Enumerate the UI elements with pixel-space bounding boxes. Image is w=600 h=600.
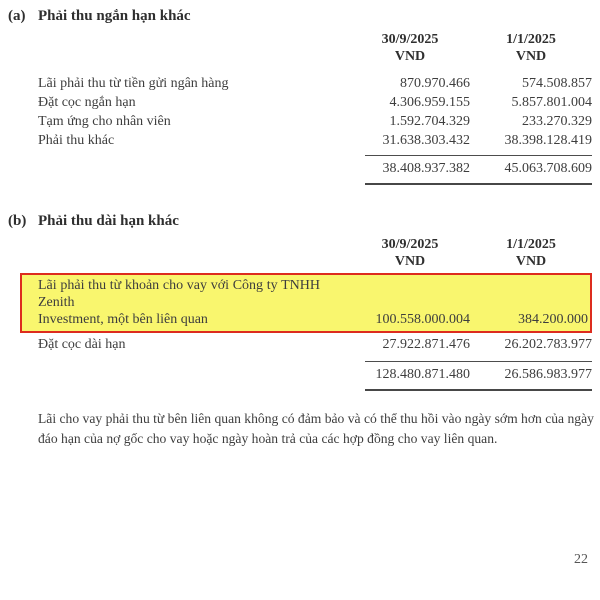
- row-value-col2: 574.508.857: [522, 76, 592, 91]
- footnote-line1: Lãi cho vay phải thu từ bên liên quan không có đảm bảo và có thể thu hồi vào ngày sớm hơn của ngày: [38, 411, 594, 426]
- row-label: Lãi phải thu từ tiền gửi ngân hàng: [38, 76, 229, 91]
- row-value-col1: 870.970.466: [400, 76, 470, 91]
- row-value-col1: 1.592.704.329: [389, 114, 470, 129]
- total-rule-bottom: [365, 389, 592, 391]
- footnote-line2: đáo hạn của nợ gốc cho vay hoặc ngày hoàn trả của các hợp đồng cho vay liên quan.: [38, 430, 498, 446]
- footnote: [0, 409, 600, 448]
- highlighted-row-label-line2: Investment, một bên liên quan: [38, 312, 208, 327]
- section-b-rows: [0, 335, 600, 354]
- column-date: 30/9/2025: [381, 237, 439, 252]
- column-date: 30/9/2025: [381, 32, 439, 47]
- column-header-current: [350, 31, 470, 65]
- row-value-col2: 233.270.329: [522, 114, 592, 129]
- highlighted-row: [20, 273, 592, 333]
- row-value-col2: 26.202.783.977: [504, 337, 592, 352]
- section-a: [0, 8, 600, 185]
- column-unit: VND: [515, 49, 547, 64]
- section-b: [0, 213, 600, 391]
- column-unit: VND: [394, 49, 426, 64]
- section-a-total-row: [0, 156, 600, 183]
- row-value-col2: 38.398.128.419: [504, 133, 592, 148]
- section-b-heading: [0, 213, 600, 230]
- row-value-col1: 31.638.303.432: [382, 133, 470, 148]
- section-a-column-headers: [0, 31, 600, 65]
- column-header-prior: [470, 31, 592, 65]
- section-a-heading: [0, 8, 600, 25]
- table-row: [0, 335, 600, 354]
- section-b-total-row: [0, 362, 600, 389]
- section-a-rows: [0, 74, 600, 150]
- total-value-col2: 45.063.708.609: [504, 161, 592, 176]
- row-value-col2: 5.857.801.004: [511, 95, 592, 110]
- table-row: [0, 131, 600, 150]
- row-label: Phải thu khác: [38, 133, 115, 148]
- total-rule-bottom: [365, 183, 592, 185]
- row-value-col1: 4.306.959.155: [389, 95, 470, 110]
- section-a-title: Phải thu ngắn hạn khác: [38, 8, 191, 24]
- section-b-title: Phải thu dài hạn khác: [38, 213, 179, 229]
- table-row: [0, 93, 600, 112]
- table-row: [0, 74, 600, 93]
- row-label: Đặt cọc ngắn hạn: [38, 95, 136, 110]
- section-b-column-headers: [0, 236, 600, 270]
- highlighted-row-value-col1: 100.558.000.004: [375, 312, 470, 327]
- total-value-col1: 128.480.871.480: [375, 367, 470, 382]
- column-date: 1/1/2025: [506, 237, 556, 252]
- row-value-col1: 27.922.871.476: [382, 337, 470, 352]
- row-label: Tạm ứng cho nhân viên: [38, 114, 171, 129]
- column-date: 1/1/2025: [506, 32, 556, 47]
- highlighted-row-label: [38, 277, 350, 329]
- section-a-label: (a): [8, 8, 26, 24]
- highlighted-row-value-col2: 384.200.000: [518, 312, 588, 327]
- column-header-prior: [470, 236, 592, 270]
- highlighted-row-label-line1: Lãi phải thu từ khoản cho vay với Công ty TNHH Zenith: [38, 278, 320, 310]
- row-label: Đặt cọc dài hạn: [38, 337, 126, 352]
- page-number: 22: [574, 552, 588, 567]
- column-unit: VND: [394, 254, 426, 269]
- total-value-col1: 38.408.937.382: [382, 161, 470, 176]
- column-header-current: [350, 236, 470, 270]
- total-value-col2: 26.586.983.977: [504, 367, 592, 382]
- section-b-label: (b): [8, 213, 27, 229]
- column-unit: VND: [515, 254, 547, 269]
- table-row: [0, 112, 600, 131]
